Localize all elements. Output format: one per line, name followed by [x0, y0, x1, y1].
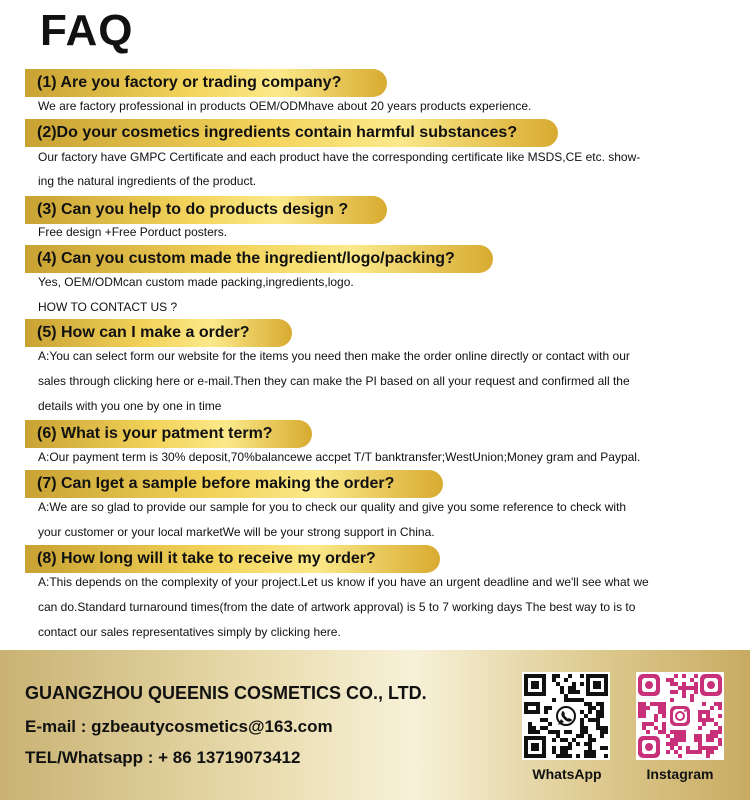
instagram-qr-code[interactable]	[636, 672, 724, 760]
faq-answer-8-line-2: can do.Standard turnaround times(from the date of artwork approval) is 5 to 7 working days The best way to is to	[38, 600, 636, 614]
faq-question-4: (4) Can you custom made the ingredient/logo/packing?	[25, 245, 493, 273]
faq-answer-3-line-1: Free design +Free Porduct posters.	[38, 225, 228, 239]
faq-question-1: (1) Are you factory or trading company?	[25, 69, 387, 97]
faq-answer-5-line-1: A:You can select form our website for the items you need then make the order online directly or contact with our	[38, 349, 630, 363]
faq-answer-2-line-1: Our factory have GMPC Certificate and each product have the corresponding certificate like MSDS,CE etc. show-	[38, 150, 641, 164]
faq-question-3: (3) Can you help to do products design ?	[25, 196, 387, 224]
faq-answer-5-line-2: sales through clicking here or e-mail.Then they can make the PI based on all your request and confirmed all the	[38, 374, 630, 388]
whatsapp-qr-code[interactable]	[522, 672, 610, 760]
contact-email[interactable]: E-mail : gzbeautycosmetics@163.com	[25, 717, 333, 736]
instagram-qr-label: Instagram	[646, 766, 714, 782]
faq-question-8: (8) How long will it take to receive my order?	[25, 545, 440, 573]
instagram-icon	[668, 704, 692, 728]
page-title: FAQ	[40, 6, 134, 55]
faq-question-6: (6) What is your patment term?	[25, 420, 312, 448]
faq-answer-2-line-2: ing the natural ingredients of the product.	[38, 174, 257, 188]
faq-answer-7-line-2: your customer or your local marketWe will be your strong support in China.	[38, 525, 435, 539]
contact-phone[interactable]: TEL/Whatsapp : + 86 13719073412	[25, 748, 301, 767]
faq-question-5: (5) How can I make a order?	[25, 319, 292, 347]
whatsapp-icon	[554, 704, 578, 728]
faq-answer-6-line-1: A:Our payment term is 30% deposit,70%balancewe accpet T/T banktransfer;WestUnion;Money gram and Paypal.	[38, 450, 641, 464]
faq-answer-1-line-1: We are factory professional in products OEM/ODMhave about 20 years products experience.	[38, 99, 532, 113]
whatsapp-qr-label: WhatsApp	[532, 766, 602, 782]
faq-answer-4-line-1: Yes, OEM/ODMcan custom made packing,ingredients,logo.	[38, 275, 354, 289]
faq-question-2: (2)Do your cosmetics ingredients contain harmful substances?	[25, 119, 558, 147]
faq-answer-7-line-1: A:We are so glad to provide our sample for you to check our quality and give you some reference to check with	[38, 500, 627, 514]
faq-answer-8-line-3: contact our sales representatives simply by clicking here.	[38, 625, 341, 639]
company-name: GUANGZHOU QUEENIS COSMETICS CO., LTD.	[25, 683, 427, 703]
faq-answer-5-line-3: details with you one by one in time	[38, 399, 222, 413]
how-to-contact-heading: HOW TO CONTACT US ?	[38, 300, 178, 314]
faq-question-7: (7) Can Iget a sample before making the order?	[25, 470, 443, 498]
faq-answer-8-line-1: A:This depends on the complexity of your project.Let us know if you have an urgent deadline and we'll see what we	[38, 575, 649, 589]
